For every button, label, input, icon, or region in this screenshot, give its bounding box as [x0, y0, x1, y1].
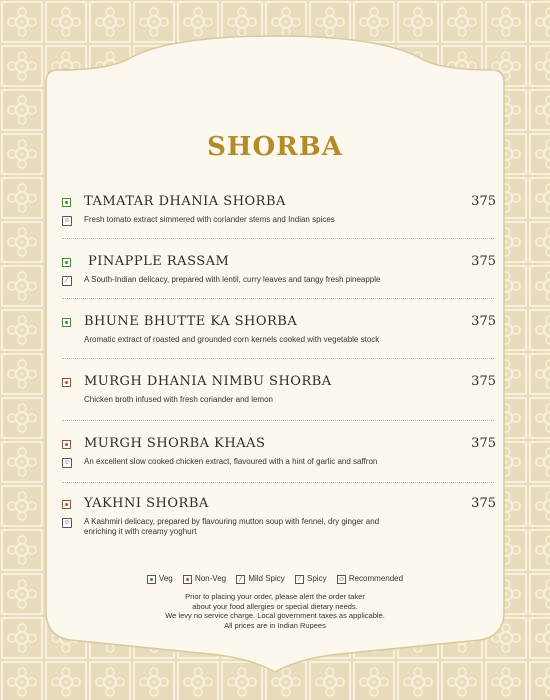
item-description: Aromatic extract of roasted and grounded corn kernels cooked with vegetable stock: [84, 335, 380, 344]
divider: [62, 358, 494, 359]
menu-item: [62, 376, 496, 405]
veg-icon: [62, 318, 71, 327]
item-name: PINAPPLE RASSAM: [88, 254, 230, 269]
legend-recommended: ☺ Recommended: [337, 574, 404, 584]
divider: [62, 298, 494, 299]
item-price: 375: [471, 194, 496, 209]
item-description: An excellent slow cooked chicken extract, flavoured with a hint of garlic and saffron: [84, 457, 378, 466]
divider: [62, 420, 494, 421]
item-name: MURGH DHANIA NIMBU SHORBA: [84, 374, 332, 389]
mild-spicy-icon: ∕: [236, 575, 245, 584]
item-description: Chicken broth infused with fresh coriander and lemon: [84, 395, 273, 404]
item-description: A South-Indian delicacy, prepared with lentil, curry leaves and tangy fresh pineapple: [84, 275, 381, 284]
item-name: BHUNE BHUTTE KA SHORBA: [84, 314, 298, 329]
footer-line: All prices are in Indian Rupees: [224, 620, 326, 630]
legend-veg: Veg: [147, 574, 173, 583]
item-price: 375: [471, 496, 496, 511]
menu-item: [62, 438, 496, 467]
item-name: MURGH SHORBA KHAAS: [84, 436, 266, 451]
veg-icon: [62, 198, 71, 207]
recommended-icon: ☺: [63, 459, 71, 466]
item-price: 375: [471, 254, 496, 269]
menu-item: [62, 196, 496, 225]
item-price: 375: [471, 374, 496, 389]
recommended-icon: ☺: [63, 519, 71, 526]
item-price: 375: [471, 314, 496, 329]
veg-icon: [147, 575, 156, 584]
menu-item: [62, 498, 496, 537]
spicy-icon: ∕: [295, 575, 304, 584]
menu-item: [62, 256, 496, 285]
legend-non-veg: Non-Veg: [183, 574, 226, 583]
footer-notes: [0, 592, 550, 630]
divider: [62, 238, 494, 239]
non-veg-icon: [62, 378, 71, 387]
divider: [62, 482, 494, 483]
item-description: A Kashmiri delicacy, prepared by flavouring mutton soup with fennel, dry ginger and enriching it with creamy yoghurt: [84, 517, 380, 536]
menu-item: [62, 316, 496, 345]
item-name: YAKHNI SHORBA: [84, 496, 209, 511]
recommended-icon: ☺: [63, 217, 71, 224]
non-veg-icon: [62, 500, 71, 509]
section-title: SHORBA: [207, 132, 343, 162]
non-veg-icon: [62, 440, 71, 449]
item-description: Fresh tomato extract simmered with coriander stems and Indian spices: [84, 215, 335, 224]
item-price: 375: [471, 436, 496, 451]
item-name: TAMATAR DHANIA SHORBA: [84, 194, 286, 209]
legend-spicy: ∕ Spicy: [295, 574, 327, 583]
mild-spicy-icon: ∕: [62, 276, 72, 286]
footer-line: We levy no service charge. Local government taxes as applicable.: [165, 611, 385, 620]
legend: [0, 574, 550, 584]
recommended-icon: ☺: [337, 575, 345, 583]
footer-line: about your food allergies or special dietary needs.: [192, 601, 358, 611]
veg-icon: [62, 258, 71, 267]
legend-mild-spicy: ∕ Mild Spicy: [236, 574, 284, 583]
non-veg-icon: [183, 575, 192, 584]
footer-line: Prior to placing your order, please alert the order taker: [185, 592, 365, 601]
